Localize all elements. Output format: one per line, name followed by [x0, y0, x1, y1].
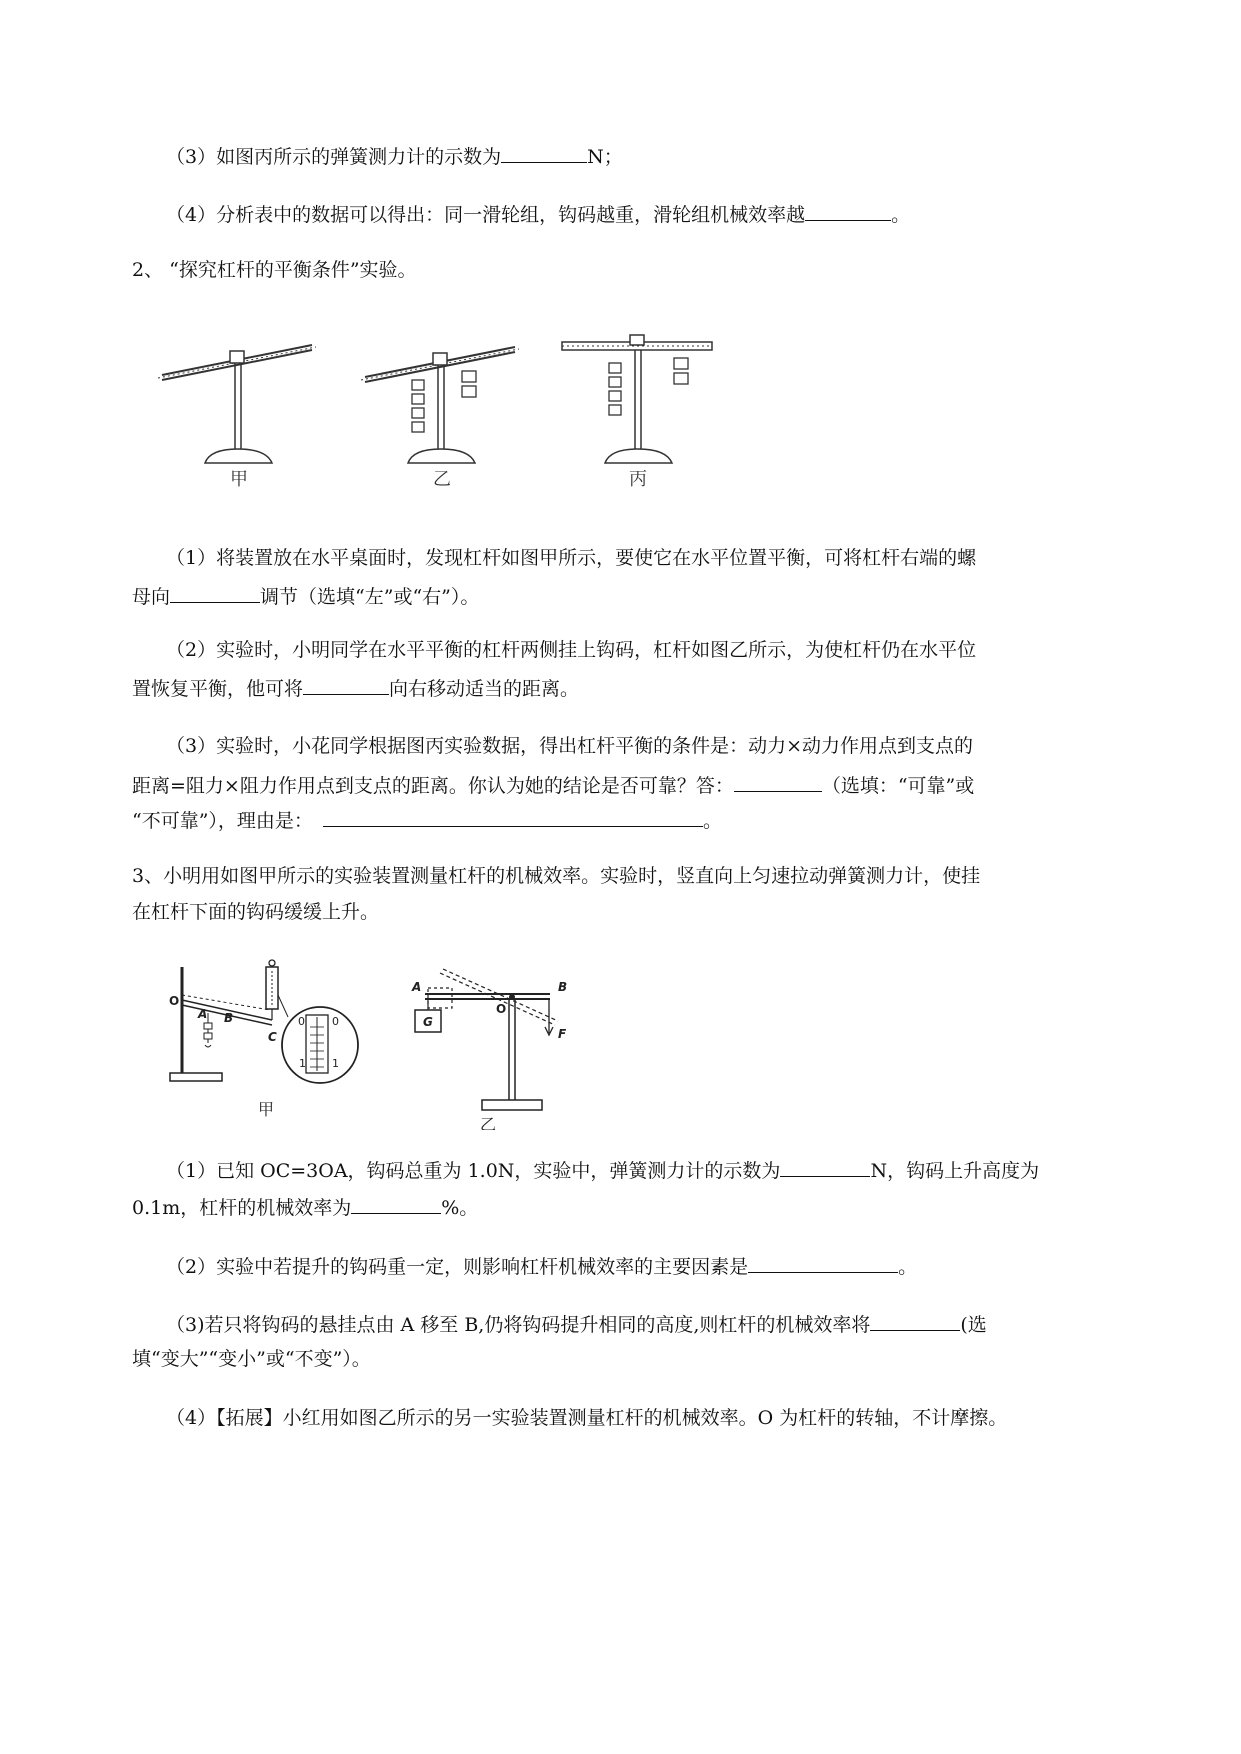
answer-blank[interactable]	[780, 1156, 870, 1177]
q3-item-1-text: （1）已知 OC=3OA，钩码总重为 1.0N，实验中，弹簧测力计的示数为	[166, 1160, 781, 1182]
label-B: B	[224, 1011, 234, 1025]
answer-blank[interactable]	[748, 1252, 898, 1273]
q1-item-3	[166, 142, 623, 169]
label-F: F	[558, 1027, 567, 1041]
q3-item-1-line-2	[132, 1193, 478, 1220]
label-B: B	[558, 980, 568, 994]
q2-item-1-line-2	[132, 582, 479, 609]
scale-0-left: 0	[298, 1015, 305, 1028]
q3-item-1-line-1	[166, 1156, 1039, 1183]
q2-item-1-text: 母向	[132, 586, 171, 608]
q3-figure-svg	[160, 955, 590, 1130]
q3-item-3-line-2: 填“变大”“变小”或“不变”）。	[132, 1348, 371, 1370]
q2-item-2-text: 置恢复平衡，他可将	[132, 678, 304, 700]
q2-item-2-end: 向右移动适当的距离。	[389, 678, 580, 700]
answer-blank[interactable]	[323, 806, 703, 827]
q3-figure	[160, 955, 590, 1130]
q3-item-4: （4）【拓展】小红用如图乙所示的另一实验装置测量杠杆的机械效率。O 为杠杆的转轴，不计摩擦。	[166, 1407, 1008, 1429]
lever-bing	[562, 335, 712, 490]
q1-item-3-text: （3）如图丙所示的弹簧测力计的示数为	[166, 146, 502, 168]
q3-line-2: 在杠杆下面的钩码缓缓上升。	[132, 901, 380, 923]
q3-item-3-text: （3)若只将钩码的悬挂点由 A 移至 B,仍将钩码提升相同的高度,则杠杆的机械效率将	[166, 1314, 871, 1336]
q3-item-2	[166, 1252, 917, 1279]
answer-blank[interactable]	[805, 200, 891, 221]
q3-line-1: 3、小明用如图甲所示的实验装置测量杠杆的机械效率。实验时，竖直向上匀速拉动弹簧测力计，使挂	[132, 865, 981, 887]
scale-0-right: 0	[332, 1015, 339, 1028]
q2-item-2-line-2	[132, 674, 579, 701]
fig-yi	[411, 969, 567, 1130]
q3-item-2-end: 。	[898, 1256, 918, 1278]
fig-jia	[169, 960, 358, 1119]
fig-label-bing: 丙	[629, 469, 647, 490]
fig-label-yi: 乙	[480, 1115, 497, 1130]
q2-item-3-text: 距离=阻力×阻力作用点到支点的距离。你认为她的结论是否可靠？答：	[132, 775, 734, 797]
q3-item-2-text: （2）实验中若提升的钩码重一定，则影响杠杆机械效率的主要因素是	[166, 1256, 749, 1278]
q2-item-3-line-1: （3）实验时，小花同学根据图丙实验数据，得出杠杆平衡的条件是：动力×动力作用点到支点的	[166, 735, 974, 757]
label-C: C	[268, 1030, 277, 1044]
q3-item-1-mid: N，钩码上升高度为	[870, 1160, 1040, 1182]
q3-item-3-line-1	[166, 1310, 987, 1337]
scale-1-right: 1	[332, 1057, 339, 1070]
q2-item-3-options: （选填：“可靠”或	[821, 775, 975, 797]
fig-label-yi: 乙	[433, 469, 451, 490]
label-O: O	[496, 1002, 507, 1016]
answer-blank[interactable]	[303, 674, 389, 695]
q1-item-4-end: 。	[891, 204, 911, 226]
answer-blank[interactable]	[351, 1193, 441, 1214]
lever-yi	[361, 347, 519, 490]
label-A: A	[412, 980, 422, 994]
q3-item-1-text-2: 0.1m，杠杆的机械效率为	[132, 1197, 352, 1219]
q2-item-3-reason: “不可靠”），理由是：	[132, 810, 313, 832]
scale-1-left: 1	[299, 1057, 306, 1070]
q2-item-3-end: 。	[702, 810, 722, 832]
fig-label-jia: 甲	[230, 469, 248, 490]
q1-item-4-text: （4）分析表中的数据可以得出：同一滑轮组，钩码越重，滑轮组机械效率越	[166, 204, 806, 226]
answer-blank[interactable]	[734, 771, 822, 792]
q2-item-1-line-1: （1）将装置放在水平桌面时，发现杠杆如图甲所示，要使它在水平位置平衡，可将杠杆右端的螺	[166, 547, 977, 569]
q2-item-3-line-3	[132, 806, 722, 833]
q2-title: 2、 “探究杠杆的平衡条件”实验。	[132, 259, 417, 281]
label-A: A	[198, 1007, 208, 1021]
q2-item-3-line-2	[132, 771, 974, 798]
q3-item-3-options-start: (选	[960, 1314, 987, 1336]
q2-item-2-line-1: （2）实验时，小明同学在水平平衡的杠杆两侧挂上钩码，杠杆如图乙所示，为使杠杆仍在水平位	[166, 639, 977, 661]
fig-label-jia: 甲	[258, 1100, 275, 1119]
q2-lever-figure	[150, 325, 730, 495]
q3-item-1-end: %。	[441, 1197, 479, 1219]
q2-item-1-end: 调节（选填“左”或“右”）。	[260, 586, 480, 608]
label-O: O	[169, 994, 180, 1008]
answer-blank[interactable]	[501, 142, 587, 163]
q2-lever-svg	[150, 325, 730, 495]
label-G: G	[423, 1015, 433, 1029]
lever-jia	[158, 345, 316, 490]
q1-item-3-unit: N；	[587, 146, 623, 168]
q1-item-4	[166, 200, 910, 227]
answer-blank[interactable]	[870, 1310, 960, 1331]
answer-blank[interactable]	[170, 582, 260, 603]
